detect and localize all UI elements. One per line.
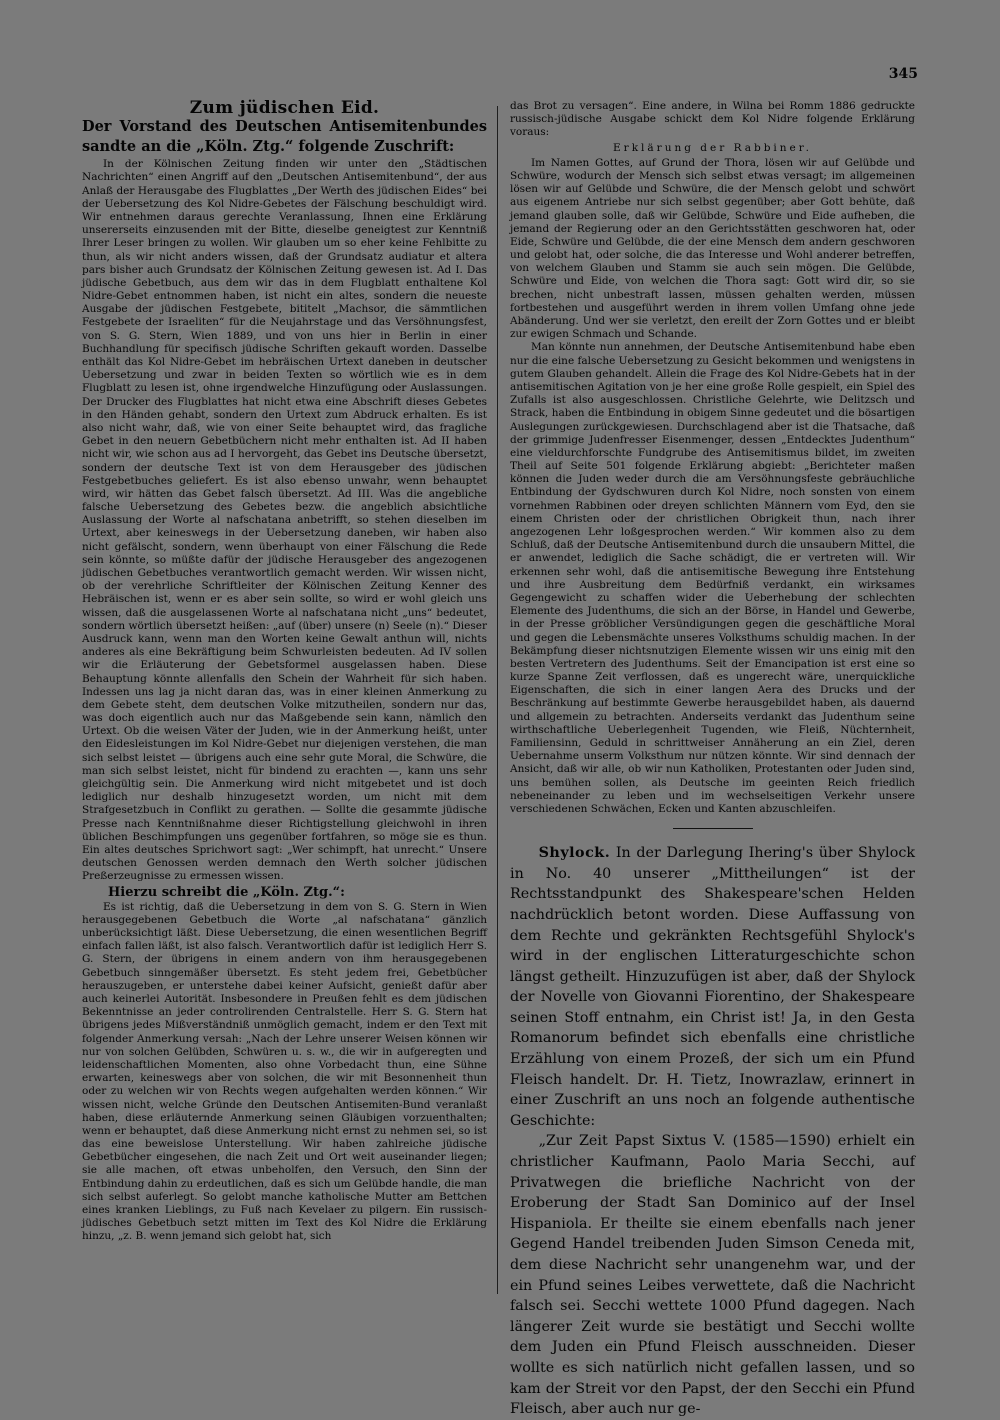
article-title: Zum jüdischen Eid. — [189, 98, 380, 118]
article-subhead-line1: Der Vorstand des Deutschen Antisemitenbundes — [82, 118, 487, 136]
paragraph-text: In der Darlegung Ihering's über Shylock in No. 40 unserer „Mittheilungen“ ist der Rechtsstandpunkt des Shakespeare'schen Helden nachdrücklich betont worden. Diese Auffassung von dem Rechte und gekränkten Rechtsgefühl Shylock's wird in der englischen Litteraturgeschichte schon längst getheilt. Hinzuzufügen ist aber, daß der Shylock der Novelle von Giovanni Fiorentino, der Shakespeare seinen Stoff entnahm, ein Christ ist! Ja, in den Gesta Romanorum befindet sich ebenfalls eine christliche Erzählung von einem Prozeß, der sich um ein Pfund Fleisch handelt. Dr. H. Tietz, Inowrazlaw, erinnert in einer Zuschrift an uns noch an folgende authentische Geschichte: — [510, 845, 915, 1129]
declaration-heading: Erklärung der Rabbiner. — [613, 141, 812, 154]
quote-intro: Hierzu schreibt die „Köln. Ztg.“: — [108, 884, 345, 900]
paragraph: Es ist richtig, daß die Uebersetzung in dem von S. G. Stern in Wien herausgegebenen Gebetbuch die Worte „al nafschatana“ gänzlich unberücksichtigt läßt. Diese Uebersetzung, die einen wesentlichen Begriff einfach fallen läßt, ist also falsch. Verantwortlich dafür ist lediglich Herr S. G. Stern, der übrigens in einem andern von ihm herausgegebenen Gebetbuch sinngemäßer übersetzt. Es steht jedem frei, Gebetbücher herauszugeben, er unterstehe dabei keiner Aufsicht, genießt dafür aber auch keinerlei Autorität. Insbesondere in Preußen fehlt es dem jüdischen Bekenntnisse an jeder controlirenden Centralstelle. Herr S. G. Stern hat übrigens jedes Mißverständniß unmöglich gemacht, indem er den Text mit folgender Anmerkung versah: „Nach der Lehre unserer Weisen können wir nur von solchen Gelübden, Schwüren u. s. w., die wir in aufgeregten und leidenschaftlichen Momenten, also ohne Vorbedacht thun, eine Sühne erwarten, keineswegs aber von solchen, die wir mit Besonnenheit thun oder zu welchen wir von Rechts wegen aufgehalten werden können.“ Wir wissen nicht, welche Gründe den Deutschen Antisemiten-Bund veranlaßt haben, diese erläuternde Anmerkung seinen Gläubigen vorzuenthalten; wenn er behauptet, daß diese Anmerkung nicht ernst zu nehmen sei, so ist das eine beweislose Unterstellung. Wir haben zahlreiche jüdische Gebetbücher eingesehen, die nach Zeit und Ort weit auseinander liegen; sie alle machen, oft etwas unbeholfen, den Versuch, den Sinn der Entbindung dahin zu erdeutlichen, daß es sich um Gelübde handle, die man sich selbst auferlegt. So gelobt manche katholische Mutter am Bettchen eines kranken Lieblings, zu Fuß nach Kevelaer zu pilgern. Ein russisch-jüdisches Gebetbuch setzt mitten im Text des Kol Nidre die Erklärung hinzu, „z. B. wenn jemand sich gelobt hat, sich — [82, 900, 487, 1243]
page-number: 345 — [888, 66, 918, 82]
paragraph: Im Namen Gottes, auf Grund der Thora, lösen wir auf Gelübde und Schwüre, wodurch der Mensch sich selbst etwas versagt; im allgemeinen lösen wir auf Gelübde und Schwüre, die der Mensch gelobt und schwört aus eigenem Antriebe nur sich selbst gegenüber; aber Gott behüte, daß jemand glauben solle, daß wir Gelübde, Schwüre und Eide aufheben, die jemand der Regierung oder an den Gerichtsstätten geschworen hat, oder Eide, Schwüre und Gelübde, die der eine Mensch dem andern geschworen und gelobt hat, oder solche, die das Interesse und Wohl anderer betreffen, von welchem Glauben und Stamm sie auch sein mögen. Die Gelübde, Schwüre und Eide, von welchen die Thora sagt: Gott wird dir, so sie brechen, nicht unbestraft lassen, müssen gehalten werden, müssen fortbestehen und ausgeführt werden in ihrem vollen Umfang ohne jede Abänderung. Und wer sie verletzt, den ereilt der Zorn Gottes und er bleibt zur ewigen Schmach und Schande. — [510, 156, 915, 341]
paragraph: „Zur Zeit Papst Sixtus V. (1585—1590) erhielt ein christlicher Kaufmann, Paolo Maria Secchi, auf Privatwegen die briefliche Nachricht von der Eroberung der Stadt San Dominico auf der Insel Hispaniola. Er theilte sie einem ebenfalls nach jener Gegend Handel treibenden Juden Simson Ceneda mit, dem diese Nachricht sehr unangenehm war, und der ein Pfund seines Leibes verwettete, daß die Nachricht falsch sei. Secchi wettete 1000 Pfund dagegen. Nach längerer Zeit wurde sie bestätigt und Secchi wollte dem Juden ein Pfund Fleisch ausschneiden. Dieser wollte es sich natürlich nicht gefallen lassen, und so kam der Streit vor den Papst, der den Secchi ein Pfund Fleisch, aber auch nur ge- — [510, 1133, 915, 1418]
left-column — [82, 100, 487, 1295]
paragraph: das Brot zu versagen“. Eine andere, in Wilna bei Romm 1886 gedruckte russisch-jüdische Ausgabe schickt dem Kol Nidre folgende Erklärung voraus: — [510, 100, 915, 139]
article-subhead-line2: sandte an die „Köln. Ztg.“ folgende Zuschrift: — [82, 138, 455, 156]
paragraph: In der Kölnischen Zeitung finden wir unter den „Städtischen Nachrichten“ einen Angriff auf den „Deutschen Antisemitenbund“, der aus Anlaß der Herausgabe des Flugblattes „Der Werth des jüdischen Eides“ bei der Uebersetzung des Kol Nidre-Gebetes der Fälschung beschuldigt wird. Wir entnehmen daraus gerechte Veranlassung, Ihnen eine Erklärung unsererseits einzusenden mit der Bitte, dieselbe geneigtest zur Kenntniß Ihrer Leser bringen zu wollen. Wir glauben um so eher keine Fehlbitte zu thun, als wir nicht anders wissen, daß der Grundsatz audiatur et altera pars bisher auch Grundsatz der Kölnischen Zeitung gewesen ist. Ad I. Das jüdische Gebetbuch, aus dem wir das in dem Flugblatt enthaltene Kol Nidre-Gebet entnommen haben, ist nicht ein altes, sondern die neueste Ausgabe der jüdischen Festgebete, bititelt „Machsor, die sämmtlichen Festgebete der Israeliten“ für die Neujahrstage und das Versöhnungsfest, von S. G. Stern, Wien 1889, und von uns hier in Berlin in einer Buchhandlung für specifisch jüdische Schriften gekauft worden. Dasselbe enthält das Kol Nidre-Gebet im hebräischen Urtext daneben in deutscher Uebersetzung und zwar in beiden Texten so wörtlich wie es in dem Flugblatt zu lesen ist, ohne irgendwelche Hinzufügung oder Auslassungen. Der Drucker des Flugblattes hat nicht etwa eine Abschrift dieses Gebetes in den Händen gehabt, sondern den Urtext zum Abdruck erhalten. Es ist also nicht wahr, daß, wie von einer Seite behauptet wird, das fragliche Gebet in den neuern Gebetbüchern nicht mehr enthalten ist. Ad II haben nicht wir, wie schon aus ad I hervorgeht, das Gebet ins Deutsche übersetzt, sondern der deutsche Text ist von dem Herausgeber des jüdischen Festgebetbuches geliefert. Es ist also ebenso unwahr, wenn behauptet wird, wir hätten das Gebet falsch übersetzt. Ad III. Was die angebliche falsche Uebersetzung des Gebetes bezw. die angeblich absichtliche Auslassung der Worte al nafschatana anbetrifft, so stehen dieselben im Urtext, aber keineswegs in der Uebersetzung daneben, wir haben also nicht gefälscht, sondern, wenn überhaupt von einer Fälschung die Rede sein könnte, so müßte dafür der jüdische Herausgeber des angezogenen jüdischen Gebetbuches verantwortlich gemacht werden. Wir wissen nicht, ob der verehrliche Schriftleiter der Kölnischen Zeitung Kenner des Hebräischen ist, wenn er es aber sein sollte, so wird er wohl gleich uns wissen, daß die ausgelassenen Worte al nafschatana nicht „uns“ bedeutet, sondern wörtlich übersetzt heißen: „auf (über) unsere (n) Seele (n).“ Dieser Ausdruck kann, wenn man den Worten keine Gewalt anthun will, nichts anderes als eine Bekräftigung beim Schwurleisten bedeuten. Ad IV sollen wir die Erläuterung der Gebetsformel ausgelassen haben. Diese Behauptung könnte allenfalls den Schein der Wahrheit für sich haben. Indessen uns lag ja nicht daran das, was in einer kleinen Anmerkung zu dem Gebete steht, dem deutschen Volke mitzutheilen, sondern nur das, was doch eigentlich auch nur das Maßgebende sein kann, nämlich den Urtext. Ob die weisen Väter der Juden, wie in der Anmerkung heißt, unter den Eidesleistungen im Kol Nidre-Gebet nur diejenigen verstehen, die man sich selbst leistet — übrigens auch eine sehr gute Moral, die Schwüre, die man sich selbst leistet, nicht für bindend zu erachten —, kann uns sehr gleichgültig sein. Die Anmerkung wird nicht mitgebetet und ist doch lediglich nur deshalb hinzugesetzt worden, um nicht mit dem Strafgesetzbuch in Conflikt zu gerathen. — Sollte die gesammte jüdische Presse nach Kenntnißnahme dieser Richtigstellung gleichwohl in ihren üblichen Beschimpfungen uns gegenüber fortfahren, so möge sie es thun. Ein altes deutsches Sprichwort sagt: „Wer schimpft, hat unrecht.“ Unsere deutschen Genossen werden demnach den Werth solcher jüdischen Preßerzeugnisse zu ermessen wissen. — [82, 158, 487, 883]
section-divider — [673, 828, 753, 829]
column-divider — [497, 106, 498, 1294]
shylock-heading: Shylock. — [538, 845, 611, 862]
right-top-section — [510, 100, 915, 816]
right-column — [510, 100, 916, 1418]
shylock-article — [510, 843, 915, 1420]
paragraph: Man könnte nun annehmen, der Deutsche Antisemitenbund habe eben nur die eine falsche Uebersetzung zu Gesicht bekommen und wenigstens in gutem Glauben gehandelt. Allein die Frage des Kol Nidre-Gebets hat in der antisemitischen Agitation von je her eine große Rolle gespielt, ein Spiel des Zufalls ist also ausgeschlossen. Christliche Gelehrte, wie Delitzsch und Strack, haben die Entbindung in obigem Sinne gedeutet und die bösartigen Auslegungen zurückgewiesen. Durchschlagend aber ist die Thatsache, daß der grimmige Judenfresser Eisenmenger, dessen „Entdecktes Judenthum“ eine vieldurchforschte Fundgrube des Antisemitismus bildet, im zweiten Theil auf Seite 501 folgende Erklärung abgiebt: „Berichteter maßen können die Juden weder durch die am Versöhnungsfeste gebräuchliche Entbindung der Gydschwuren durch Kol Nidre, noch sonsten von einem vornehmen Rabbinen oder dreyen schlichten Männern vom Eyd, den sie einem Christen oder der christlichen Obrigkeit thun, nach ihrer angezogenen Lehr loßgesprochen werden.“ Wir kommen also zu dem Schluß, daß der Deutsche Antisemitenbund durch die unsaubern Mittel, die er anwendet, lediglich die Sache schädigt, die er vertreten will. Wir erkennen sehr wohl, daß die antisemitische Bewegung ihre Entstehung und ihre Ausbreitung dem Bedürfniß verdankt, ein wirksames Gegengewicht zu schaffen wider die Ueberhebung der schlechten Elemente des Judenthums, die sich an der Börse, in Handel und Gewerbe, in der Presse gröblicher Versündigungen gegen die geschäftliche Moral und gegen die Lebensmächte unseres Volksthums schuldig machen. In der Bekämpfung dieser nichtsnutzigen Elemente wissen wir uns einig mit den besten Vertretern des Judenthums. Seit der Emancipation ist erst eine so kurze Spanne Zeit verflossen, daß es ungerecht wäre, unerquickliche Eigenschaften, die sich in einer langen Aera des Drucks und der Beschränkung auf bestimmte Gewerbe herausgebildet haben, als dauernd und allgemein zu betrachten. Anderseits verdankt das Judenthum seine wirthschaftliche Ueberlegenheit Tugenden, wie Fleiß, Nüchternheit, Familiensinn, Geduld in schrittweiser Annäherung an ein Ziel, deren Uebernahme unserm Volksthum nur nützen könnte. Wir sind dennach der Ansicht, daß wir alle, ob wir nun Katholiken, Protestanten oder Juden sind, uns bemühen sollen, als Deutsche im geeinten Reich friedlich nebeneinander zu leben und im wechselseitigen Verkehr unsere verschiedenen Schwächen, Ecken und Kanten abzuschleifen. — [510, 341, 916, 815]
